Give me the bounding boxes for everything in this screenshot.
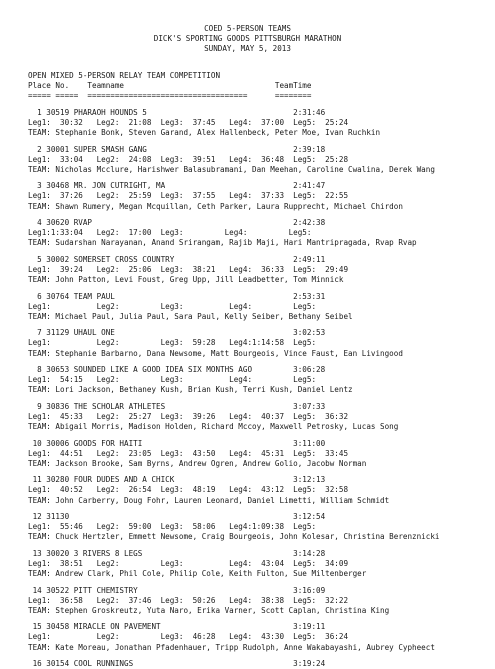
team-members: TEAM: Sudarshan Narayanan, Anand Srirangam, Rajib Maji, Hari Mantripragada, Rvap Rvap bbox=[28, 238, 417, 248]
team-title: 3 30468 MR. JON CUTRIGHT, MA 2:41:47 bbox=[28, 181, 326, 191]
team-legs: Leg1: 33:04 Leg2: 24:08 Leg3: 39:51 Leg4: 36:48 Leg5: 25:28 bbox=[28, 154, 349, 164]
team-legs: Leg1: 55:46 Leg2: 59:00 Leg3: 58:06 Leg4:1:09:38 Leg5: bbox=[28, 522, 317, 532]
team-title: 13 30020 3 RIVERS 8 LEGS 3:14:28 bbox=[28, 548, 326, 558]
team-title: 10 30006 GOODS FOR HAITI 3:11:00 bbox=[28, 438, 326, 448]
team-title: 5 30002 SOMERSET CROSS COUNTRY 2:49:11 bbox=[28, 254, 326, 264]
team-legs: Leg1: 39:24 Leg2: 25:06 Leg3: 38:21 Leg4: 36:33 Leg5: 29:49 bbox=[28, 264, 349, 274]
results-list bbox=[28, 71, 488, 669]
team-legs: Leg1: 44:51 Leg2: 23:05 Leg3: 43:50 Leg4: 45:31 Leg5: 33:45 bbox=[28, 448, 349, 458]
team-members: TEAM: Stephanie Bonk, Steven Garand, Alex Hallenbeck, Peter Moe, Ivan Ruchkin bbox=[28, 128, 381, 138]
team-legs: Leg1: 37:26 Leg2: 25:59 Leg3: 37:55 Leg4: 37:33 Leg5: 22:55 bbox=[28, 191, 349, 201]
section-title: OPEN MIXED 5-PERSON RELAY TEAM COMPETITION bbox=[28, 71, 221, 80]
team-title: 16 30154 COOL RUNNINGS 3:19:24 bbox=[28, 659, 326, 668]
doc-date-line: SUNDAY, MAY 5, 2013 bbox=[204, 44, 291, 53]
column-underline: ===== ===== =================================== ======== bbox=[28, 91, 312, 101]
column-headers: Place No. Teamname TeamTime bbox=[28, 81, 312, 91]
team-legs: Leg1: Leg2: Leg3: 46:28 Leg4: 43:30 Leg5: 36:24 bbox=[28, 632, 349, 642]
team-title: 7 31129 UHAUL ONE 3:02:53 bbox=[28, 328, 326, 338]
team-title: 12 31130 3:12:54 bbox=[28, 512, 326, 521]
team-members: TEAM: Lori Jackson, Bethaney Kush, Brian Kush, Terri Kush, Daniel Lentz bbox=[28, 385, 353, 395]
team-members: TEAM: Abigail Morris, Madison Holden, Richard Mccoy, Maxwell Petrosky, Lucas Song bbox=[28, 422, 399, 432]
team-legs: Leg1: 54:15 Leg2: Leg3: Leg4: Leg5: bbox=[28, 375, 317, 385]
team-members: TEAM: Stephanie Barbarno, Dana Newsome, Matt Bourgeois, Vince Faust, Ean Livingood bbox=[28, 348, 403, 358]
team-members: TEAM: Chuck Hertzler, Emmett Newsome, Craig Bourgeois, John Kolesar, Christina Berenznicki bbox=[28, 532, 440, 542]
team-title: 2 30001 SUPER SMASH GANG 2:39:18 bbox=[28, 144, 326, 154]
team-title: 9 30836 THE SCHOLAR ATHLETES 3:07:33 bbox=[28, 401, 326, 411]
team-members: TEAM: John Patton, Levi Foust, Greg Upp, Jill Leadbetter, Tom Minnick bbox=[28, 275, 344, 285]
team-members: TEAM: Michael Paul, Julia Paul, Sara Paul, Kelly Seiber, Bethany Seibel bbox=[28, 311, 353, 321]
team-legs: Leg1: Leg2: Leg3: Leg4: Leg5: bbox=[28, 301, 317, 311]
team-title: 4 30620 RVAP 2:42:38 bbox=[28, 218, 326, 227]
team-legs: Leg1: 36:58 Leg2: 37:46 Leg3: 50:26 Leg4: 38:38 Leg5: 32:22 bbox=[28, 595, 349, 605]
team-title: 8 30653 SOUNDED LIKE A GOOD IDEA SIX MONTHS AGO 3:06:28 bbox=[28, 365, 326, 374]
team-members: TEAM: Stephen Groskreutz, Yuta Naro, Erika Varner, Scott Caplan, Christina King bbox=[28, 605, 390, 615]
team-title: 6 30764 TEAM PAUL 2:53:31 bbox=[28, 291, 326, 301]
team-legs: Leg1: 30:32 Leg2: 21:08 Leg3: 37:45 Leg4: 37:00 Leg5: 25:24 bbox=[28, 117, 349, 127]
team-members: TEAM: Andrew Clark, Phil Cole, Philip Cole, Keith Fulton, Sue Miltenberger bbox=[28, 569, 367, 579]
team-title: 11 30280 FOUR DUDES AND A CHICK 3:12:13 bbox=[28, 475, 326, 485]
team-title: 14 30522 PITT CHEMISTRY 3:16:09 bbox=[28, 585, 326, 595]
team-legs: Leg1: Leg2: Leg3: 59:28 Leg4:1:14:58 Leg5: bbox=[28, 338, 317, 348]
team-members: TEAM: Kate Moreau, Jonathan Pfadenhauer, Tripp Rudolph, Anne Wakabayashi, Aubrey Cypheect bbox=[28, 642, 435, 652]
team-members: TEAM: Nicholas Mcclure, Harishwer Balasubramani, Dan Meehan, Caroline Cwalina, Derek Wang bbox=[28, 164, 435, 174]
team-title: 1 30519 PHARAOH HOUNDS 5 2:31:46 bbox=[28, 107, 326, 117]
team-title: 15 30458 MIRACLE ON PAVEMENT 3:19:11 bbox=[28, 622, 326, 632]
team-members: TEAM: Shawn Rumery, Megan Mcquillan, Ceth Parker, Laura Rupprecht, Michael Chirdon bbox=[28, 201, 403, 211]
team-legs: Leg1:1:33:04 Leg2: 17:00 Leg3: Leg4: Leg5: bbox=[28, 228, 312, 238]
doc-title-line1: COED 5-PERSON TEAMS bbox=[204, 24, 291, 33]
team-legs: Leg1: 40:52 Leg2: 26:54 Leg3: 48:19 Leg4: 43:12 Leg5: 32:58 bbox=[28, 485, 349, 495]
doc-title-line2: DICK'S SPORTING GOODS PITTSBURGH MARATHON bbox=[153, 34, 342, 43]
team-legs: Leg1: 45:33 Leg2: 25:27 Leg3: 39:26 Leg4: 40:37 Leg5: 36:32 bbox=[28, 411, 349, 421]
team-members: TEAM: Jackson Brooke, Sam Byrns, Andrew Ogren, Andrew Golio, Jacobw Norman bbox=[28, 458, 367, 468]
team-legs: Leg1: 38:51 Leg2: Leg3: Leg4: 43:04 Leg5: 34:09 bbox=[28, 558, 349, 568]
team-members: TEAM: John Carberry, Doug Fohr, Lauren Leonard, Daniel Limetti, William Schmidt bbox=[28, 495, 390, 505]
